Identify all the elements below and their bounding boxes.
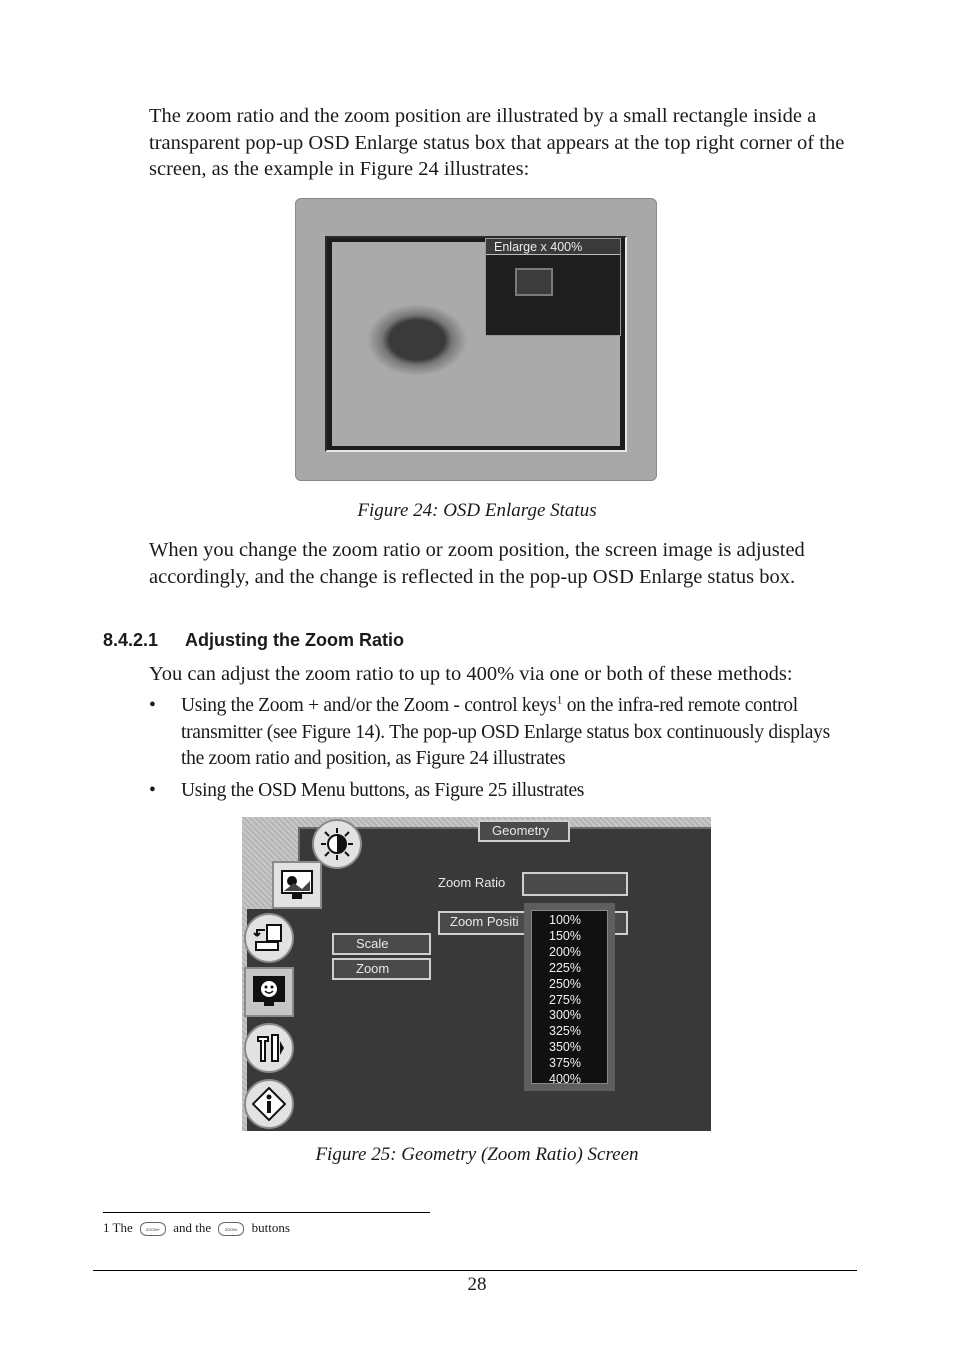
bullet-item-osd-menu [149,778,829,805]
zoom-option[interactable]: 225% [549,960,581,975]
bullet-item-zoom-keys [149,693,829,773]
osd-enlarge-box [485,238,621,336]
zoom-ratio-options [531,910,608,1088]
info-icon[interactable] [244,1079,294,1129]
zoom-option[interactable]: 350% [549,1040,581,1055]
tools-icon[interactable] [244,1023,294,1073]
footnote-text-buttons: buttons [251,1220,290,1235]
figure-25-geometry-screen [242,817,711,1131]
zoom-option[interactable]: 400% [549,1072,581,1087]
zoom-option[interactable]: 100% [549,913,581,927]
monitor-face-icon[interactable] [244,967,294,1017]
figure-24-osd-enlarge-status [295,198,657,481]
footnote-number: 1 [103,1220,110,1235]
zoom-option[interactable]: 300% [549,1008,581,1023]
bullet-text-part1: Using the Zoom + and/or the Zoom - control keys [181,695,557,716]
figure-25-caption: Figure 25: Geometry (Zoom Ratio) Screen [315,1144,639,1165]
bullet-text [181,693,831,773]
zoom-ratio-field[interactable] [522,872,628,896]
zoom-option[interactable]: 375% [549,1056,581,1071]
screen-frame [325,236,627,452]
section-title: Adjusting the Zoom Ratio [185,630,404,650]
input-source-icon[interactable] [244,913,294,963]
zoom-position-rectangle [515,268,553,296]
section-number: 8.4.2.1 [103,630,159,650]
footnote-divider [103,1212,430,1213]
osd-enlarge-title: Enlarge x 400% [486,239,620,255]
bullet-marker: • [149,695,156,716]
zoom-button[interactable]: Zoom [332,958,431,980]
zoom-option[interactable]: 200% [549,944,581,959]
page-footer-divider [93,1270,857,1271]
zoom-ratio-dropdown[interactable] [524,903,615,1091]
zoom-position-field[interactable]: Zoom Positi [438,911,628,935]
after-figure-24-paragraph: When you change the zoom ratio or zoom position, the screen image is adjusted accordingly, and the change is reflected in the pop-up OSD Enlarge status box. [149,539,805,588]
zoom-plus-button-icon: ZOOM+ [140,1222,166,1236]
zoom-option[interactable]: 325% [549,1024,581,1039]
bullet-marker: • [149,780,156,801]
picture-icon[interactable] [272,861,322,909]
figure-24-caption: Figure 24: OSD Enlarge Status [357,500,597,521]
footnote-reference[interactable]: 1 [556,692,563,707]
zoom-minus-button-icon: ZOOM- [218,1222,244,1236]
zoom-option[interactable]: 275% [549,992,581,1007]
bullet-text-part2: on the infra-red remote control transmitter (see Figure 14). The pop-up OSD Enlarge status box continuously displays the zoom ratio and position, as Figure 24 illustrates [181,695,830,769]
scale-button[interactable]: Scale [332,933,431,955]
footnote-text-the: The [112,1220,133,1235]
footnote-text-and-the: and the [173,1220,212,1235]
section-intro: You can adjust the zoom ratio to up to 400% via one or both of these methods: [149,663,793,685]
geometry-tab[interactable]: Geometry [478,820,570,842]
zoom-option[interactable]: 150% [549,928,581,943]
footnote [103,1220,290,1236]
intro-paragraph: The zoom ratio and the zoom position are illustrated by a small rectangle inside a transparent pop-up OSD Enlarge status box that appears at the top right corner of the screen, as the example in Figure 24 illustrates: [149,105,845,180]
zoom-option[interactable]: 250% [549,976,581,991]
zoom-ratio-label: Zoom Ratio [438,875,506,890]
page-number: 28 [467,1274,487,1295]
bullet-text: Using the OSD Menu buttons, as Figure 25 illustrates [181,780,585,801]
section-heading [103,628,404,652]
